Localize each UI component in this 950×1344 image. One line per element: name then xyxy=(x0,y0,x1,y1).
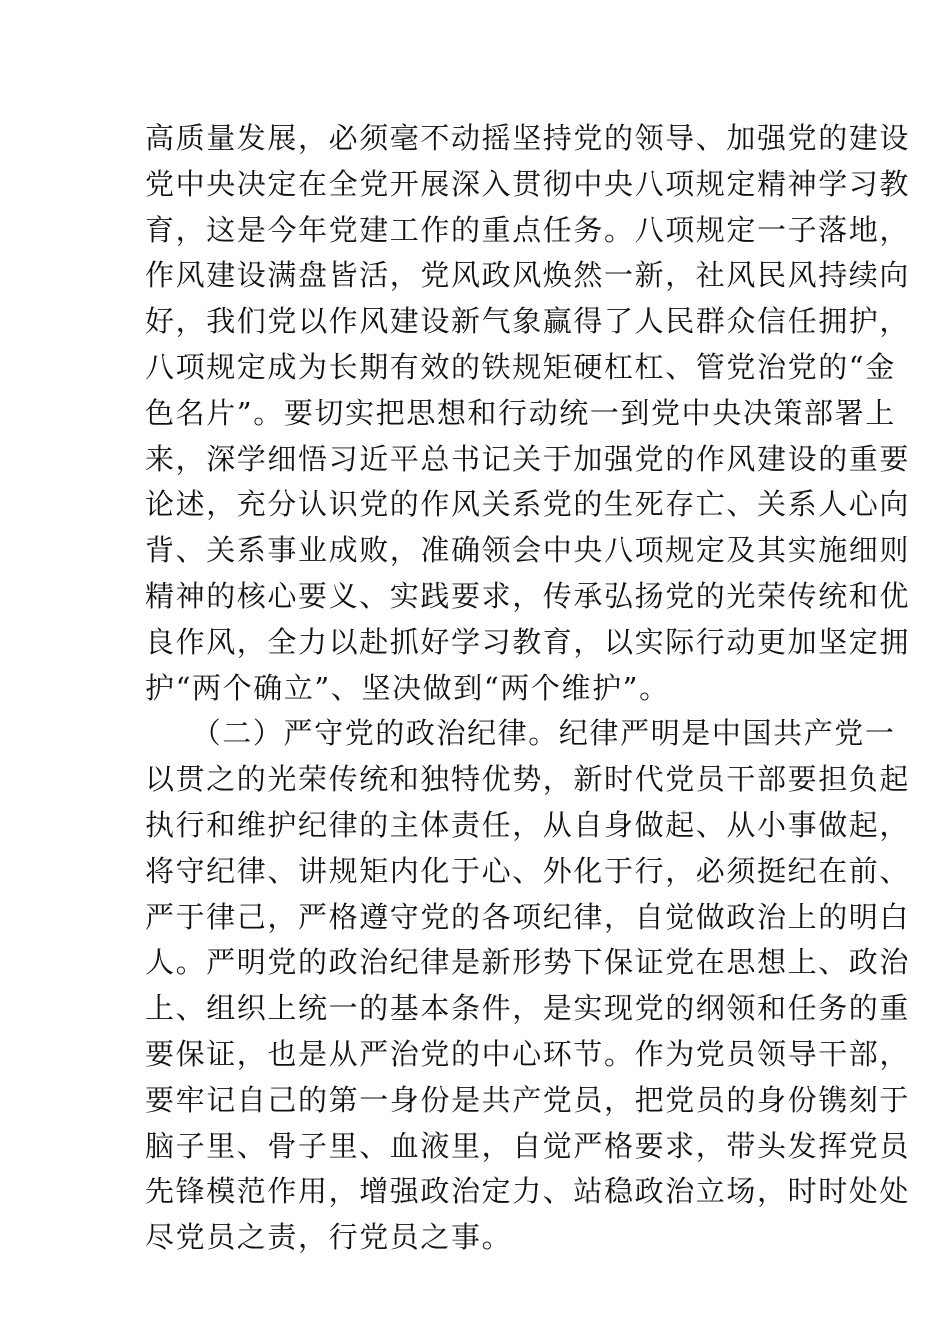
text-line: 护“两个确立”、坚决做到“两个维护”。 xyxy=(145,670,670,705)
text-line: 育，这是今年党建工作的重点任务。八项规定一子落地， xyxy=(145,212,911,247)
text-line: 好，我们党以作风建设新气象赢得了人民群众信任拥护， xyxy=(145,304,911,339)
text-line: 良作风，全力以赴抓好学习教育，以实际行动更加坚定拥 xyxy=(145,624,911,659)
text-line: 上、组织上统一的基本条件，是实现党的纲领和任务的重 xyxy=(145,991,911,1026)
text-line: 党中央决定在全党开展深入贯彻中央八项规定精神学习教 xyxy=(145,166,911,201)
text-line: 论述，充分认识党的作风关系党的生死存亡、关系人心向 xyxy=(145,487,911,522)
body-text xyxy=(145,116,911,1261)
text-line: 色名片”。要切实把思想和行动统一到党中央决策部署上 xyxy=(145,395,896,430)
text-line: 将守纪律、讲规矩内化于心、外化于行，必须挺纪在前、 xyxy=(145,853,911,888)
text-line: 八项规定成为长期有效的铁规矩硬杠杠、管党治党的“金 xyxy=(145,349,896,384)
section-heading-line: （二）严守党的政治纪律。纪律严明是中国共产党一 xyxy=(145,716,896,751)
text-line: 高质量发展，必须毫不动摇坚持党的领导、加强党的建设 xyxy=(145,121,911,155)
text-line: 执行和维护纪律的主体责任，从自身做起、从小事做起， xyxy=(145,807,911,842)
text-line: 先锋模范作用，增强政治定力、站稳政治立场，时时处处 xyxy=(145,1174,911,1209)
text-line: 人。严明党的政治纪律是新形势下保证党在思想上、政治 xyxy=(145,945,911,980)
text-line: 要保证，也是从严治党的中心环节。作为党员领导干部， xyxy=(145,1036,911,1071)
text-line: 要牢记自己的第一身份是共产党员，把党员的身份镌刻于 xyxy=(145,1082,911,1117)
text-line: 背、关系事业成败，准确领会中央八项规定及其实施细则 xyxy=(145,533,911,568)
text-line: 严于律己，严格遵守党的各项纪律，自觉做政治上的明白 xyxy=(145,899,911,934)
text-line: 以贯之的光荣传统和独特优势，新时代党员干部要担负起 xyxy=(145,762,911,797)
text-line: 来，深学细悟习近平总书记关于加强党的作风建设的重要 xyxy=(145,441,911,476)
text-line: 脑子里、骨子里、血液里，自觉严格要求，带头发挥党员 xyxy=(145,1128,911,1163)
text-line: 尽党员之责，行党员之事。 xyxy=(145,1220,513,1255)
text-line: 精神的核心要义、实践要求，传承弘扬党的光荣传统和优 xyxy=(145,578,911,613)
text-line: 作风建设满盘皆活，党风政风焕然一新，社风民风持续向 xyxy=(145,258,911,293)
